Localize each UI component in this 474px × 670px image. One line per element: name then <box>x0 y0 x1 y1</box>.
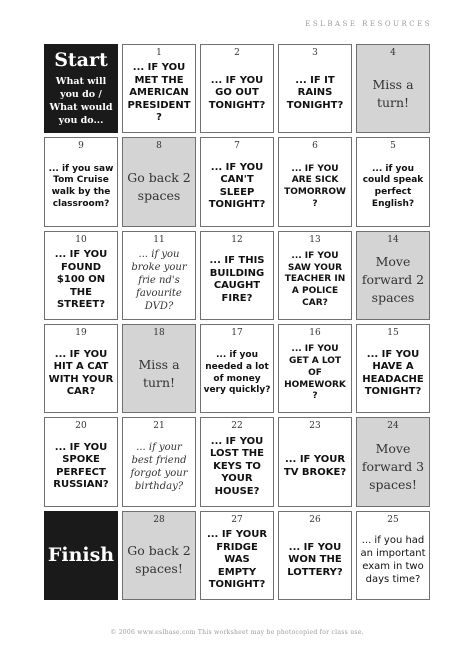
game-board <box>44 44 430 600</box>
square-number: 7 <box>234 141 240 152</box>
square-text: ... if you had an important exam in two days time? <box>360 535 426 586</box>
square-number: 4 <box>390 48 396 58</box>
board-square-9[interactable] <box>44 137 118 226</box>
square-text: ... if you could speak perfect English? <box>362 163 424 209</box>
square-number: 25 <box>387 514 399 525</box>
square-text: ... if you saw Tom Cruise walk by the classroom? <box>48 163 114 209</box>
square-text: ... IF THIS BUILDING CAUGHT FIRE? <box>209 255 265 304</box>
square-number: 26 <box>309 514 321 525</box>
board-square-10[interactable] <box>44 231 118 320</box>
square-text: Miss a turn! <box>372 76 414 110</box>
board-square-14[interactable] <box>356 231 430 320</box>
brand-header: ESLBASE RESOURCES <box>305 20 432 28</box>
board-square-17[interactable] <box>200 324 274 413</box>
square-number: 9 <box>78 141 84 152</box>
board-square-6[interactable] <box>278 137 352 226</box>
square-number: 16 <box>309 328 321 338</box>
board-square-1[interactable] <box>122 44 196 133</box>
square-number: 11 <box>153 234 165 245</box>
finish-title: Finish <box>47 543 115 566</box>
board-square-28[interactable] <box>122 511 196 600</box>
board-square-23[interactable] <box>278 417 352 506</box>
square-text: ... IF YOU LOST THE KEYS TO YOUR HOUSE? <box>209 435 265 497</box>
square-number: 21 <box>153 421 165 432</box>
square-text: ... IF YOU HIT A CAT WITH YOUR CAR? <box>48 348 114 398</box>
square-number: 1 <box>156 48 162 58</box>
square-text: ... IF YOUR TV BROKE? <box>283 454 347 478</box>
square-number: 6 <box>312 141 318 152</box>
board-square-11[interactable] <box>122 231 196 320</box>
square-text: ... IF YOU SAW YOUR TEACHER IN A POLICE CAR? <box>284 251 346 308</box>
square-number: 23 <box>309 421 321 432</box>
square-text: ... IF YOU ARE SICK TOMORROW ? <box>284 163 346 209</box>
board-square-2[interactable] <box>200 44 274 133</box>
board-square-12[interactable] <box>200 231 274 320</box>
square-text: Go back 2 spaces! <box>127 543 191 577</box>
square-text: ... IF YOU FOUND $100 ON THE STREET? <box>54 249 108 311</box>
square-text: Move forward 3 spaces! <box>361 440 425 493</box>
start-square[interactable] <box>44 44 118 133</box>
square-text: ... IF YOU MET THE AMERICAN PRESIDENT ? <box>127 62 191 124</box>
square-number: 20 <box>75 421 87 432</box>
square-number: 2 <box>234 48 240 58</box>
copyright-footer: © 2006 www.eslbase.com This worksheet may be photocopied for class use. <box>110 629 364 636</box>
square-number: 24 <box>387 421 399 432</box>
board-square-22[interactable] <box>200 417 274 506</box>
start-title: Start <box>54 48 108 71</box>
square-text: ... IF YOU GET A LOT OF HOMEWORK ? <box>284 344 346 402</box>
square-text: ... IF IT RAINS TONIGHT? <box>286 74 344 111</box>
square-number: 28 <box>153 514 165 525</box>
board-square-13[interactable] <box>278 231 352 320</box>
square-number: 22 <box>231 421 243 432</box>
square-text: ... if you needed a lot of money very quickly? <box>203 350 271 396</box>
square-text: Move forward 2 spaces <box>361 254 425 306</box>
square-text: ... if your best friend forgot your birthday? <box>130 441 188 492</box>
board-square-24[interactable] <box>356 417 430 506</box>
square-number: 3 <box>312 48 318 58</box>
square-number: 13 <box>309 234 321 245</box>
board-square-19[interactable] <box>44 324 118 413</box>
square-text: ... if you broke your frie nd's favourite DVD? <box>131 248 187 312</box>
square-number: 18 <box>153 328 165 338</box>
board-square-27[interactable] <box>200 511 274 600</box>
square-number: 5 <box>390 141 396 152</box>
start-subtitle: What will you do / What would you do... <box>49 76 113 126</box>
board-square-8[interactable] <box>122 137 196 226</box>
board-square-3[interactable] <box>278 44 352 133</box>
square-text: ... IF YOU SPOKE PERFECT RUSSIAN? <box>53 441 109 491</box>
square-number: 8 <box>156 141 162 152</box>
square-text: Go back 2 spaces <box>127 169 191 203</box>
finish-square[interactable] <box>44 511 118 600</box>
square-number: 27 <box>231 514 243 525</box>
board-square-21[interactable] <box>122 417 196 506</box>
square-text: ... IF YOU GO OUT TONIGHT? <box>208 74 266 111</box>
board-square-15[interactable] <box>356 324 430 413</box>
square-text: ... IF YOU HAVE A HEADACHE TONIGHT? <box>362 348 424 398</box>
board-square-26[interactable] <box>278 511 352 600</box>
square-text: Miss a turn! <box>138 356 180 390</box>
board-square-18[interactable] <box>122 324 196 413</box>
board-square-4[interactable] <box>356 44 430 133</box>
board-square-16[interactable] <box>278 324 352 413</box>
square-text: ... IF YOU CAN'T SLEEP TONIGHT? <box>208 161 266 211</box>
square-number: 14 <box>387 234 399 245</box>
board-square-5[interactable] <box>356 137 430 226</box>
board-square-20[interactable] <box>44 417 118 506</box>
square-number: 15 <box>387 328 399 338</box>
board-square-7[interactable] <box>200 137 274 226</box>
square-text: ... IF YOU WON THE LOTTERY? <box>287 541 343 578</box>
square-number: 19 <box>75 328 87 338</box>
square-number: 17 <box>231 328 243 338</box>
square-number: 12 <box>231 234 243 245</box>
square-number: 10 <box>75 234 87 245</box>
board-square-25[interactable] <box>356 511 430 600</box>
square-text: ... IF YOUR FRIDGE WAS EMPTY TONIGHT? <box>206 529 268 591</box>
